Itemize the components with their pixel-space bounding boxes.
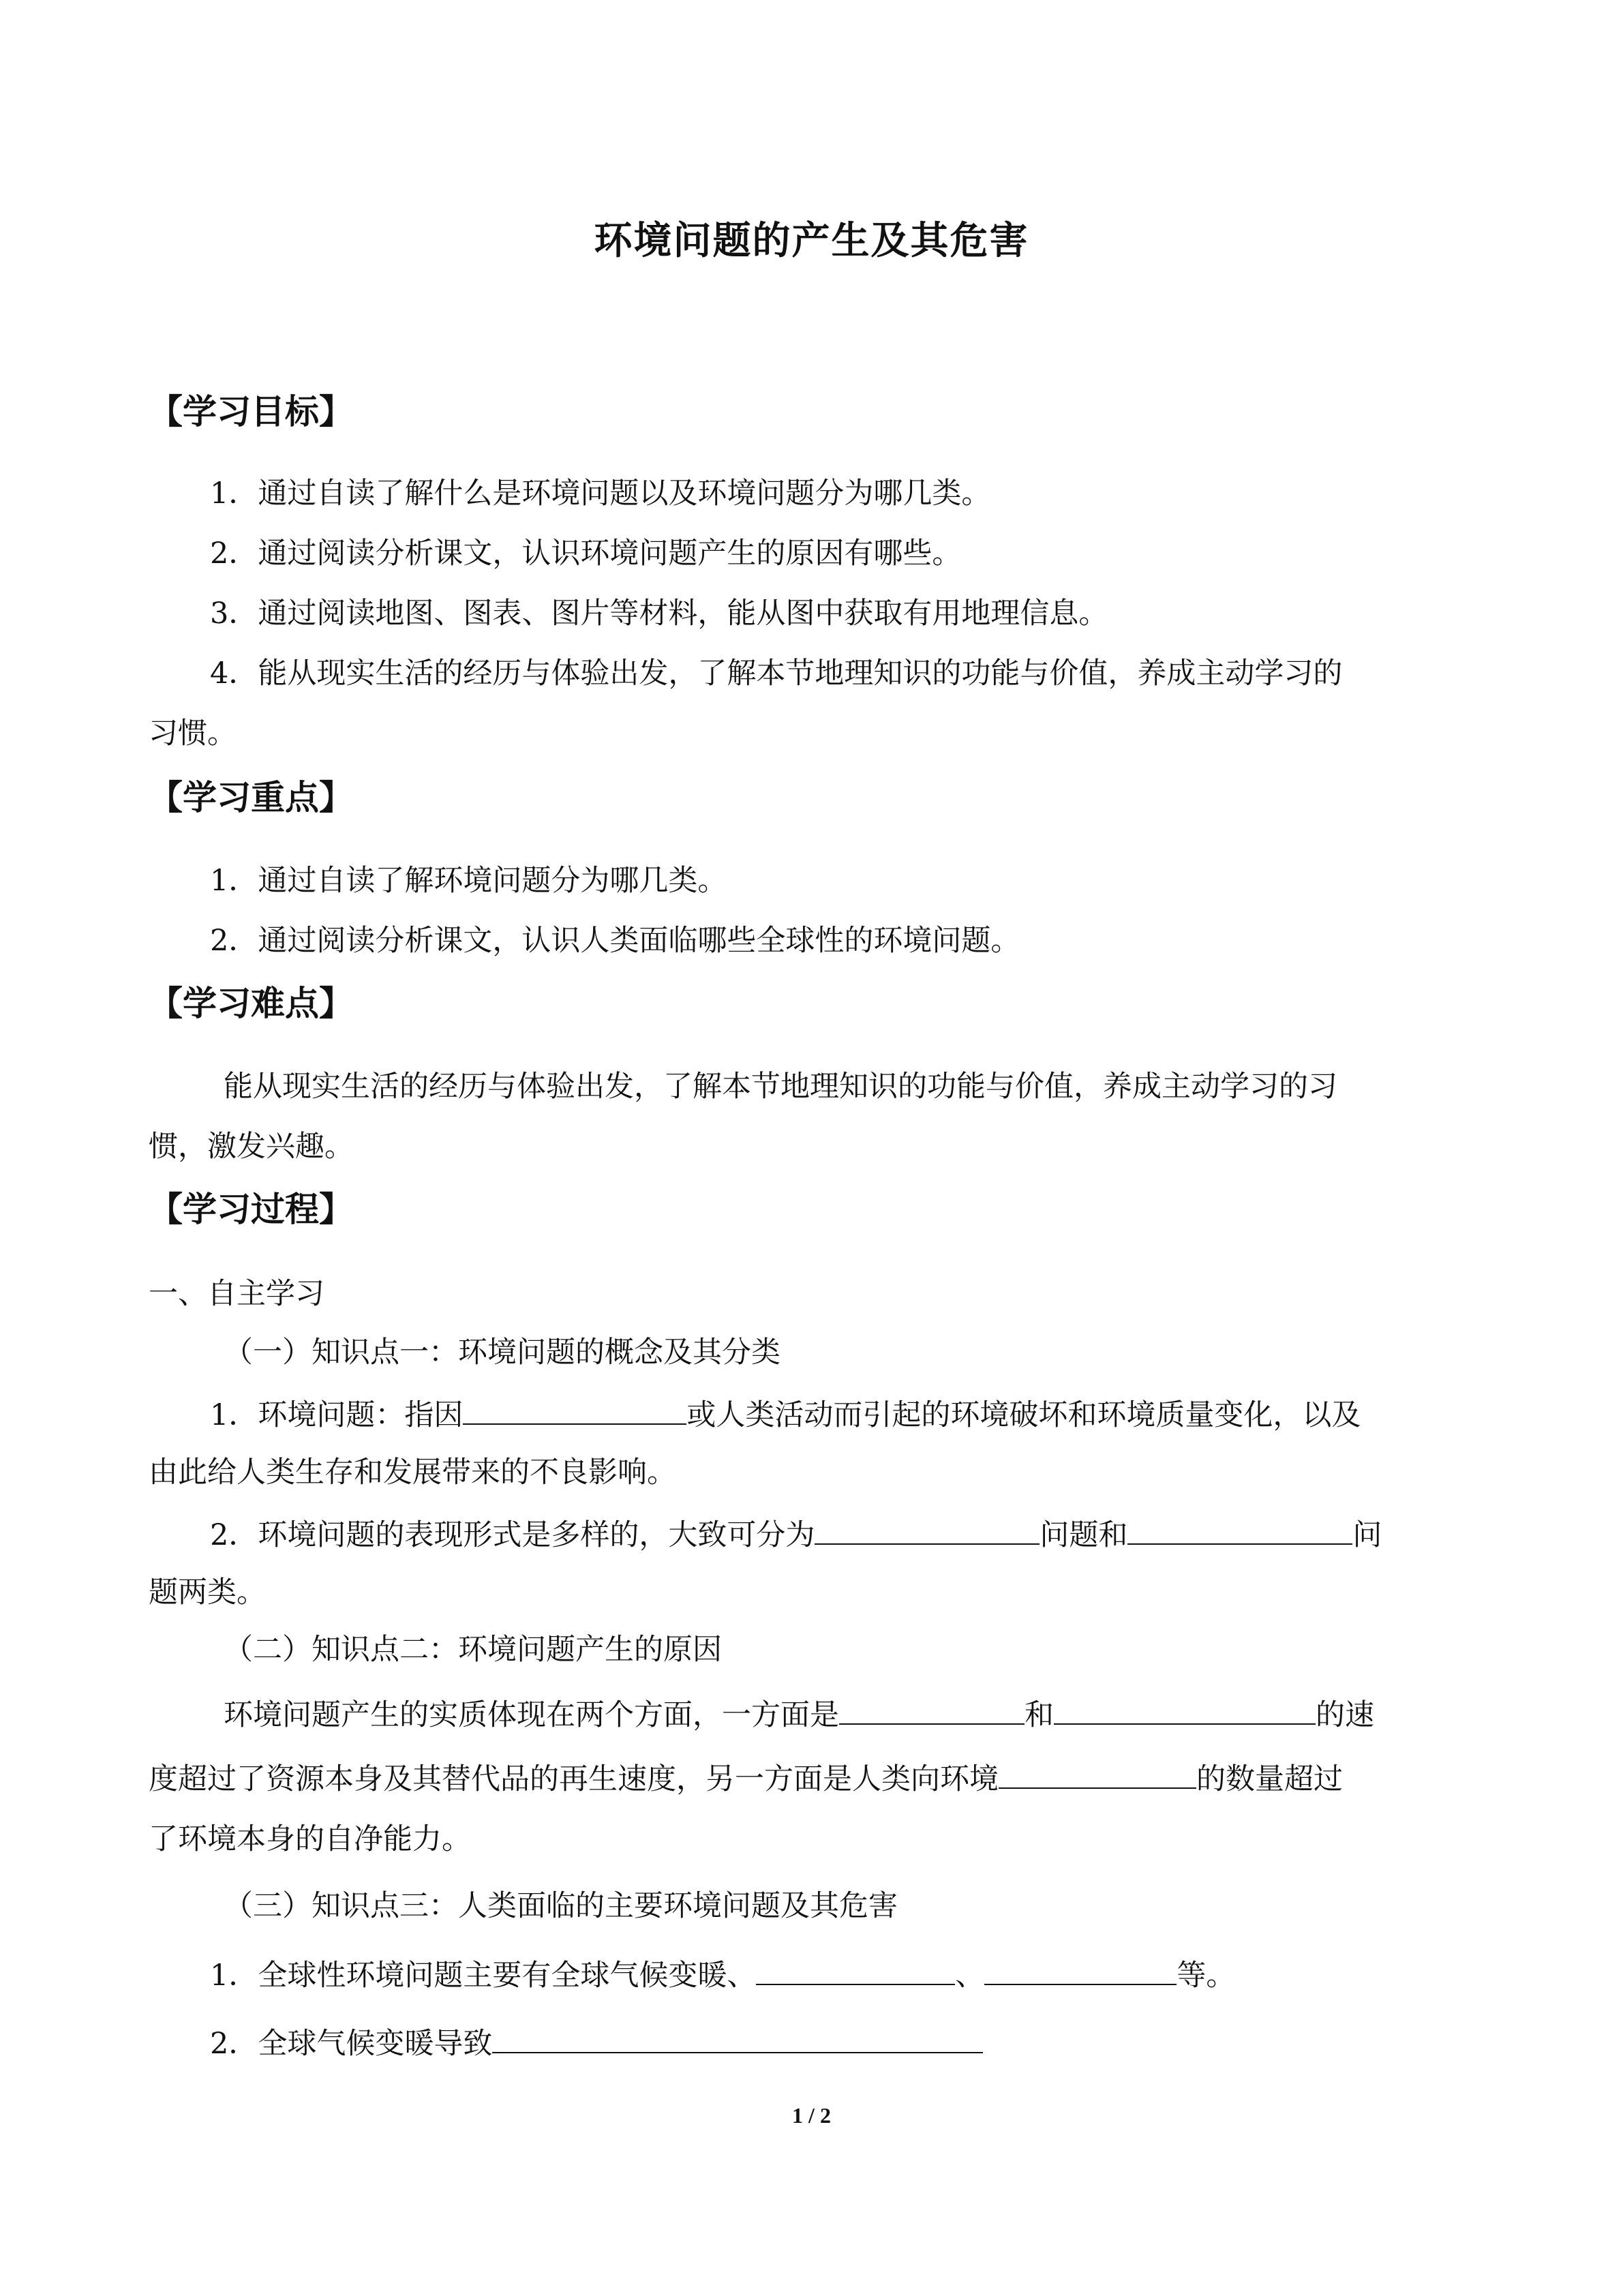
key-points-heading: 【学习重点】 [149,778,353,817]
page-title: 环境问题的产生及其危害 [594,219,1029,263]
kp1-question-1 [210,1393,1361,1434]
objective-item-3: 3．通过阅读地图、图表、图片等材料，能从图中获取有用地理信息。 [210,596,1108,631]
kp2-l1-text-a: 环境问题产生的实质体现在两个方面，一方面是 [224,1698,839,1732]
objective-item-4-line-2: 习惯。 [149,716,237,751]
difficulties-heading: 【学习难点】 [149,984,353,1023]
key-point-item-1: 1．通过自读了解环境问题分为哪几类。 [210,864,727,898]
kp2-line-1 [224,1693,1374,1734]
objectives-heading: 【学习目标】 [149,392,353,432]
kp3-q1-blank-2[interactable] [984,1954,1177,1985]
kp1-q2-text-a: 2．环境问题的表现形式是多样的，大致可分为 [210,1518,815,1552]
kp1-q2-blank-2[interactable] [1127,1513,1352,1545]
objective-item-1: 1．通过自读了解什么是环境问题以及环境问题分为哪几类。 [210,477,991,511]
objective-item-4-line-1: 4．能从现实生活的经历与体验出发，了解本节地理知识的功能与价值，养成主动学习的 [210,656,1343,691]
kp3-question-2 [210,2022,983,2063]
key-point-item-2: 2．通过阅读分析课文，认识人类面临哪些全球性的环境问题。 [210,924,1020,958]
kp1-question-2 [210,1513,1382,1554]
kp2-line-3: 了环境本身的自净能力。 [149,1822,471,1856]
kp2-blank-1[interactable] [839,1693,1025,1725]
objective-item-2: 2．通过阅读分析课文，认识环境问题产生的原因有哪些。 [210,537,962,571]
kp2-blank-3[interactable] [999,1757,1196,1789]
kp3-q2-blank[interactable] [492,2022,983,2053]
kp2-line-2 [149,1757,1343,1798]
kp2-l1-text-c: 的速 [1316,1698,1374,1732]
kp1-q1-text-b: 或人类活动而引起的环境破坏和环境质量变化，以及 [686,1398,1361,1432]
kp2-l2-text-b: 的数量超过 [1196,1762,1343,1796]
kp2-blank-2[interactable] [1054,1693,1316,1725]
difficulty-line-1: 能从现实生活的经历与体验出发，了解本节地理知识的功能与价值，养成主动学习的习 [224,1070,1337,1104]
kp3-q1-text-c: 等。 [1177,1959,1236,1993]
kp3-q1-text-b: 、 [955,1959,985,1993]
knowledge-point-3-heading: （三）知识点三：人类面临的主要环境问题及其危害 [224,1889,898,1923]
kp1-question-1-line-2: 由此给人类生存和发展带来的不良影响。 [149,1455,676,1490]
kp1-question-2-line-2: 题两类。 [149,1575,266,1610]
kp1-q2-blank-1[interactable] [815,1513,1040,1545]
self-study-heading: 一、自主学习 [149,1277,324,1311]
kp2-l2-text-a: 度超过了资源本身及其替代品的再生速度，另一方面是人类向环境 [149,1762,999,1796]
kp1-q1-blank[interactable] [463,1393,686,1425]
kp1-q2-text-c: 问 [1352,1518,1382,1552]
kp3-q1-text-a: 1．全球性环境问题主要有全球气候变暖、 [210,1959,757,1993]
knowledge-point-1-heading: （一）知识点一：环境问题的概念及其分类 [224,1335,780,1370]
kp2-l1-text-b: 和 [1025,1698,1054,1732]
page-number: 1 / 2 [792,2103,831,2128]
kp1-q1-text-a: 1．环境问题：指因 [210,1398,464,1432]
kp3-q1-blank-1[interactable] [756,1954,955,1985]
knowledge-point-2-heading: （二）知识点二：环境问题产生的原因 [224,1633,722,1667]
difficulty-line-2: 惯，激发兴趣。 [149,1130,354,1164]
kp1-q2-text-b: 问题和 [1040,1518,1128,1552]
kp3-question-1 [210,1954,1235,1995]
process-heading: 【学习过程】 [149,1190,353,1229]
kp3-q2-text-a: 2．全球气候变暖导致 [210,2027,493,2061]
